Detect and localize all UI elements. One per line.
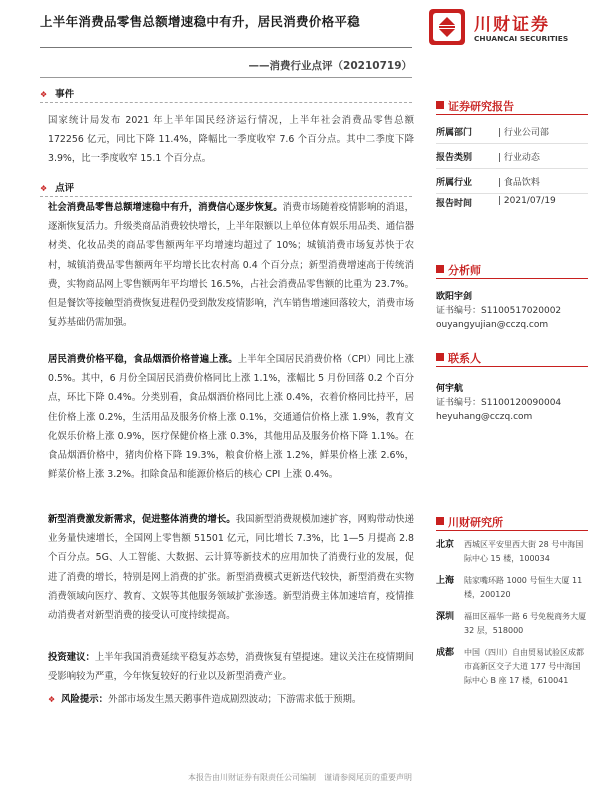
institute-divider: [436, 530, 588, 531]
diamond-icon: ❖: [40, 184, 48, 193]
subtitle-divider: [40, 77, 412, 78]
square-bullet-icon: [436, 265, 444, 273]
contact-email[interactable]: heyuhang@cczq.com: [436, 412, 533, 422]
analyst-name: 欧阳宇剑: [436, 292, 473, 302]
contact-card: [436, 382, 561, 424]
contact-divider: [436, 366, 588, 367]
paragraph-2-lead: 居民消费价格平稳，食品烟酒价格普遍上涨。: [48, 354, 238, 365]
analyst-cert: 证书编号：S1100517020002: [436, 306, 562, 316]
diamond-icon: ❖: [48, 695, 56, 704]
analyst-card: [436, 290, 561, 332]
report-info-heading: 证券研究报告: [436, 98, 514, 114]
analyst-email[interactable]: ouyangyujian@cczq.com: [436, 320, 549, 330]
page-footer: 本报告由川财证券有限责任公司编制 谨请参阅尾页的重要声明: [188, 773, 412, 782]
comment-paragraph-3: 新型消费激发新需求，促进整体消费的增长。我国新型消费规模加速扩容，网购带动快递业务量快速增长，全国网上零售额 51501 亿元，同比增长 7.3%，比 1—5 月提高 2.8 个百分点。5G、人工智能、大数据、云计算等新技术的应用加快了消费行业的发展，促进了消费的增长，特别是网上消费的扩张。新型消费模式更新迭代较快，新型消费在实物消费领域向医疗、教育、文娱等其他服务领域扩张渗透。新型消费主体加速培育，疫情推动消费者对新型消费的接受认可度持续提高。: [48, 514, 414, 622]
investment-advice: 投资建议：上半年我国消费延续平稳复苏态势，消费恢复有望提速。建议关注在疫情期间受影响较为严重，今年恢复较好的行业以及新型消费产业。: [48, 652, 414, 683]
comment-heading: ❖ 点评: [40, 183, 75, 194]
risk-warning: ❖ 风险提示：外部市场发生黑天鹅事件造成剧烈波动；下游需求低于预期。: [48, 694, 362, 705]
contact-cert: 证书编号：S1100120090004: [436, 398, 562, 408]
logo-en-text: CHUANCAI SECURITIES: [474, 34, 569, 43]
analyst-divider: [436, 278, 588, 279]
comment-paragraph-2: 居民消费价格平稳，食品烟酒价格普遍上涨。上半年全国居民消费价格（CPI）同比上涨 0.5%。其中，6 月份全国居民消费价格同比上涨 1.1%，涨幅比 5 月份回落 0.2 个百分点，环比下降 0.4%。分类别看，食品烟酒价格同比上涨 0.4%，衣着价格同比持平，居住价格上涨 0.2%，生活用品及服务价格上涨 0.1%，交通通信价格上涨 1.9%，教育文化娱乐价格上涨 0.9%，医疗保健价格上涨 0.3%，其他用品及服务价格下降 1.1%。在食品烟酒价格中，猪肉价格下降 19.3%，粮食价格上涨 1.2%，鲜果价格上涨 2.6%，鲜菜价格上涨 3.2%。扣除食品和能源价格后的核心 CPI 上涨 0.4%。: [48, 354, 414, 481]
contact-name: 何宇航: [436, 384, 464, 394]
diamond-icon: ❖: [40, 90, 48, 99]
square-bullet-icon: [436, 517, 444, 525]
report-subtitle: ——消费行业点评（20210719）: [248, 60, 412, 72]
event-paragraph: 国家统计局发布 2021 年上半年国民经济运行情况，上半年社会消费品零售总额 172256 亿元，同比下降 11.4%，降幅比一季度收窄 7.6 个百分点。其中二季度下降 3.9%，比一季度收窄 15.1 个百分点。: [48, 115, 414, 165]
event-divider: [40, 102, 412, 103]
risk-label: 风险提示：: [61, 694, 109, 705]
institute-heading: 川财研究所: [436, 514, 503, 530]
square-bullet-icon: [436, 101, 444, 109]
analyst-heading: 分析师: [436, 262, 481, 278]
event-heading: ❖ 事件: [40, 89, 75, 100]
paragraph-1-lead: 社会消费品零售总额增速稳中有升，消费信心逐步恢复。: [48, 202, 283, 213]
advice-label: 投资建议：: [48, 652, 95, 663]
title-divider: [40, 47, 412, 48]
company-logo: [428, 8, 578, 50]
comment-divider: [40, 196, 412, 197]
comment-paragraph-1: 社会消费品零售总额增速稳中有升，消费信心逐步恢复。消费市场随着疫情影响的消退，逐渐恢复活力。升级类商品消费较快增长，上半年限额以上单位体育娱乐用品类、通信器材类、化妆品类的商品零售额两年平均增速均超过了 10%；城镇消费市场复苏快于农村，城镇消费品零售额两年平均增长比农村高 0.4 个百分点；新型消费增速高于传统消费，实物商品网上零售额两年平均增长 16.5%，占社会消费品零售额的比重为 23.7%。但是餐饮等接触型消费恢复进程仍受到散发疫情影响，汽车销售增速回落较大，消费市场复苏基础仍需加强。: [48, 202, 414, 329]
info-divider: [436, 168, 588, 169]
paragraph-3-lead: 新型消费激发新需求，促进整体消费的增长。: [48, 514, 236, 525]
logo-mark-icon: [428, 8, 466, 46]
report-info-divider: [436, 114, 588, 115]
info-divider: [436, 143, 588, 144]
info-divider: [436, 193, 588, 194]
square-bullet-icon: [436, 353, 444, 361]
logo-cn-text: 川财证券: [474, 15, 550, 35]
report-title: 上半年消费品零售总额增速稳中有升，居民消费价格平稳: [40, 14, 361, 29]
contact-heading: 联系人: [436, 350, 481, 366]
